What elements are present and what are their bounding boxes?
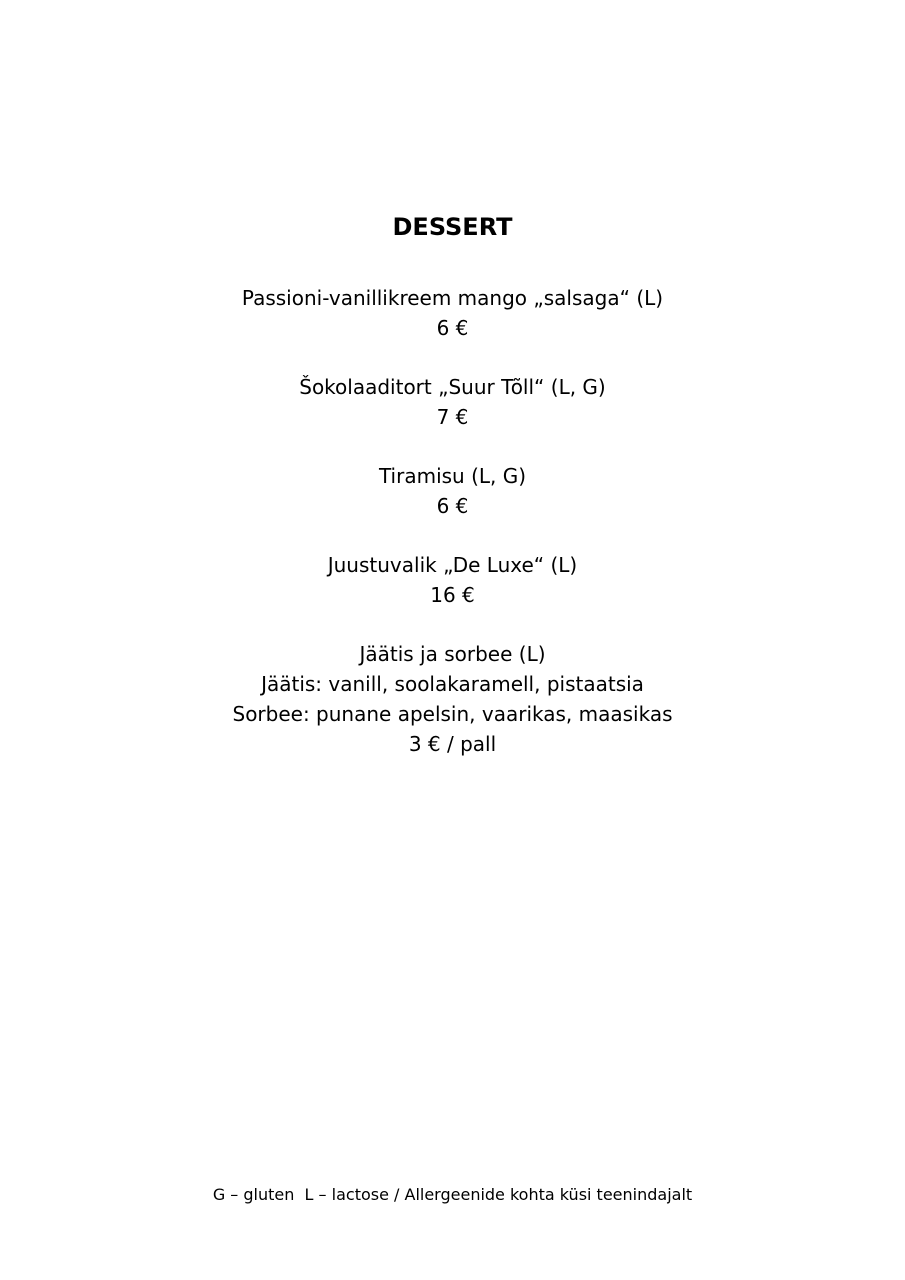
menu-title: DESSERT [392, 213, 513, 241]
menu-item-name: Juustuvalik „De Luxe“ (L) [327, 553, 578, 577]
menu-item-price: 7 € [436, 405, 469, 429]
menu-item [0, 372, 905, 432]
menu-item-price: 6 € [436, 316, 469, 340]
menu-item-name: Jäätis ja sorbee (L) [359, 642, 546, 666]
menu-item-detail: Jäätis: vanill, soolakaramell, pistaatsia [261, 672, 644, 696]
menu-list [0, 283, 905, 788]
allergen-footer-note: G – gluten L – lactose / Allergeenide kohta küsi teenindajalt [212, 1185, 693, 1204]
menu-item-price: 16 € [430, 583, 475, 607]
menu-item-price: 3 € / pall [408, 732, 497, 756]
menu-item-name: Tiramisu (L, G) [378, 464, 527, 488]
menu-item [0, 283, 905, 343]
menu-item [0, 639, 905, 759]
menu-item-price: 6 € [436, 494, 469, 518]
menu-item [0, 461, 905, 521]
menu-item-detail: Sorbee: punane apelsin, vaarikas, maasikas [232, 702, 673, 726]
menu-item [0, 550, 905, 610]
menu-item-name: Šokolaaditort „Suur Tõll“ (L, G) [299, 375, 606, 399]
menu-item-name: Passioni-vanillikreem mango „salsaga“ (L) [241, 286, 664, 310]
